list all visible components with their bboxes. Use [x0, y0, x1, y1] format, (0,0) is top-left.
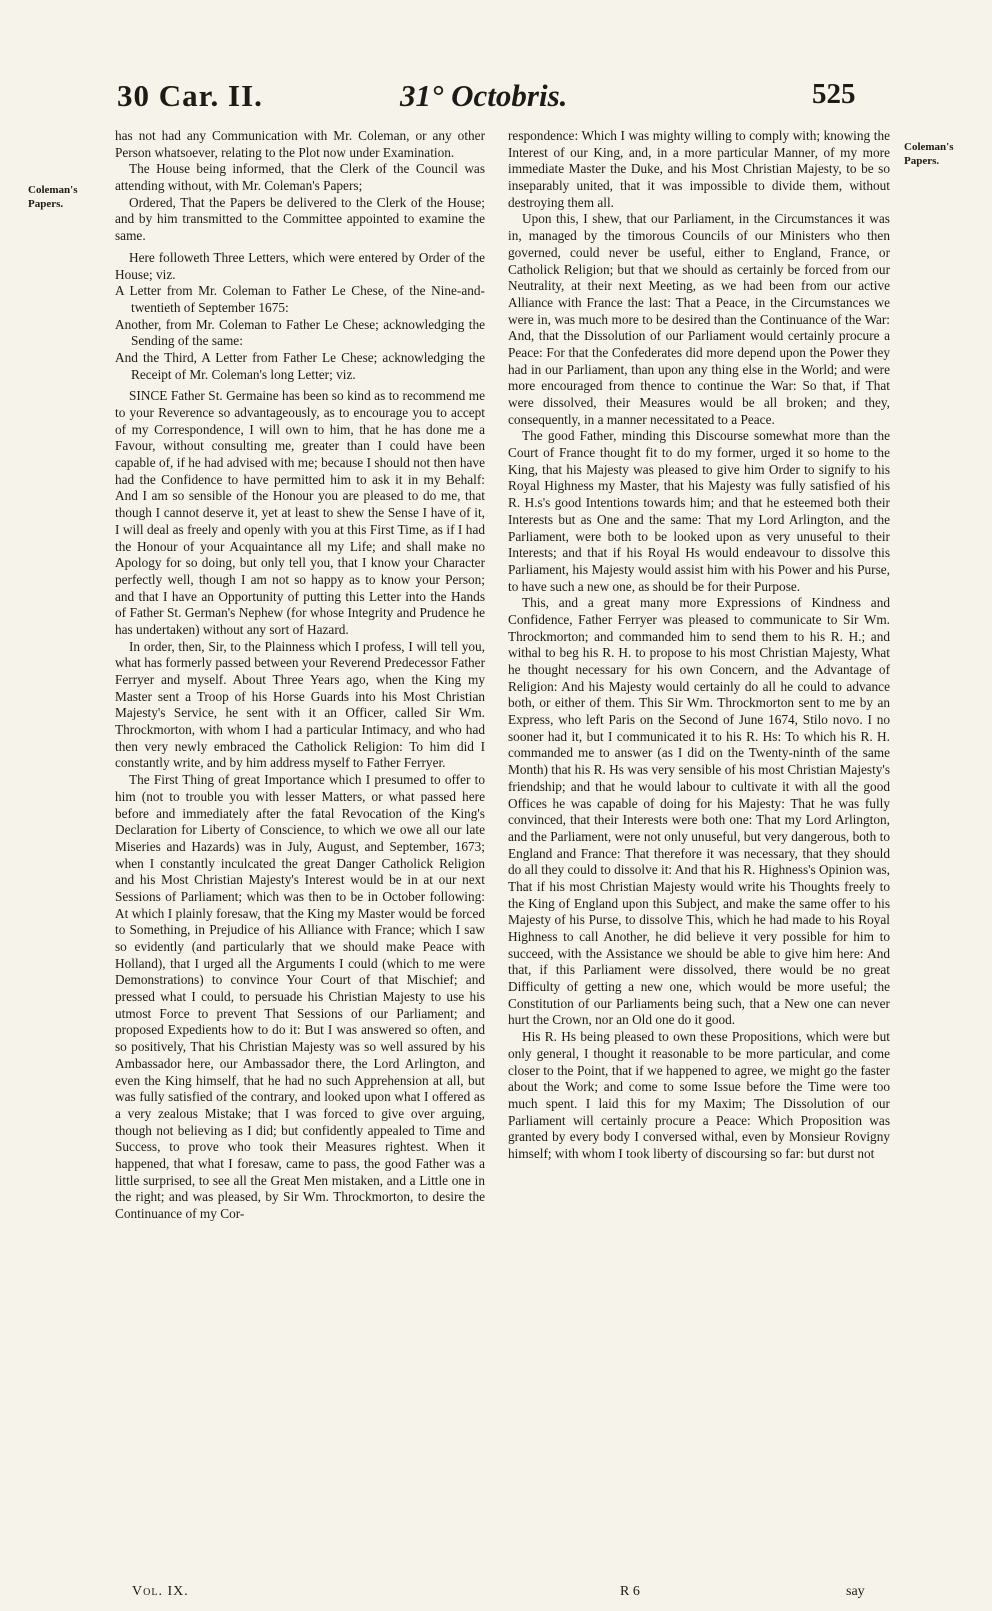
paragraph: His R. Hs being pleased to own these Propositions, which were but only general, I thought it reasonable to be more particular, and come closer to the Point, that if we happened to agree, we might go the faster about the Work; and come to some Issue before the Time were too much spent. I laid this for my Maxim; The Dissolution of our Parliament will certainly procure a Peace: Which Proposition was granted by every body I conversed withal, even by Monsieur Rovigny himself; with whom I took liberty of discoursing so far: but durst not — [508, 1029, 890, 1161]
volume-label: Vol. IX. — [132, 1584, 189, 1599]
order-paragraph: Ordered, That the Papers be delivered to the Clerk of the House; and by him transmitted to the Committee appointed to examine the same. — [115, 194, 485, 244]
paragraph: has not had any Communication with Mr. Coleman, or any other Person whatsoever, relating to the Plot now under Examination. — [115, 128, 485, 160]
letter-entry: Another, from Mr. Coleman to Father Le Chese; acknowledging the Sending of the same: — [115, 316, 485, 349]
paragraph: In order, then, Sir, to the Plainness which I profess, I will tell you, what has formerly passed between your Reverend Predecessor Father Ferryer and myself. About Three Years ago, when the King my Master sent a Troop of his Horse Guards into his Most Christian Majesty's Service, he sent with it an Officer, called Sir Wm. Throckmorton, with whom I had a particular Intimacy, and who had then very newly embraced the Catholick Religion: To him did I constantly write, and by him address myself to Father Ferryer. — [115, 638, 485, 771]
date-heading: 31° Octobris. — [400, 78, 568, 113]
signature-mark: R 6 — [620, 1584, 640, 1599]
paragraph: Here followeth Three Letters, which were entered by Order of the House; viz. — [115, 249, 485, 282]
paragraph: Upon this, I shew, that our Parliament, in the Circumstances it was in, managed by the timorous Councils of our Ministers who then governed, could never be useful, either to England, France, or Catholick Religion; but that we should as certainly be forced from our Neutrality, at their next Meeting, as we had been from our active Alliance with France the last: That a Peace, in the Circumstances we were in, was much more to be desired than the Continuance of the War: And, that the Dissolution of our Parliament would certainly procure a Peace: For that the Confederates did more depend upon the Power they had in our Parliament, than upon any thing else in the World; and were more encouraged from thence to continue the War: So that, if That were dissolved, their Measures would be all broken; and they, consequently, in a manner necessitated to a Peace. — [508, 211, 890, 427]
paragraph: The First Thing of great Importance which I presumed to offer to him (not to trouble you with lesser Matters, or what passed here before and immediately after the fatal Revocation of the King's Declaration for Liberty of Conscience, to which we owe all our late Miseries and Hazards) was in July, August, and September, 1673; when I constantly inculcated the great Danger Catholick Religion and his Most Christian Majesty's Interest would be in at our next Sessions of Parliament; which was then to be in October following: At which I plainly foresaw, that the King my Master would be forced to Something, in Prejudice of his Alliance with France; which I saw so evidently (and particularly that we should make Peace with Holland), that I urged all the Arguments I could (which to me were Demonstrations) to convince Your Court of that Mischief; and pressed what I could, to persuade his Christian Majesty to use his utmost Force to prevent That Sessions of our Parliament; and proposed Expedients how to do it: But I was answered so often, and so positively, That his Christian Majesty was so well assured by his Ambassador here, our Ambassador there, the Lord Arlington, and even the King himself, that he had no such Apprehension at all, but was fully satisfied of the contrary, and looked upon what I offered as a very zealous Mistake; that I was forced to give over arguing, though not believing as I did; but confidently appealed to Time and Success, to prove who took their Measures rightest. When it happened, that what I foresaw, came to pass, the good Father was a little surprised, to see all the Great Men mistaken, and a Little one in the right; and was pleased, by Sir Wm. Throckmorton, to desire the Continuance of my Cor- — [115, 772, 485, 1221]
page-footer — [0, 1584, 992, 1606]
right-column — [508, 128, 890, 1163]
margin-note-right: Coleman's Papers. — [904, 141, 954, 167]
paragraph: respondence: Which I was mighty willing to comply with; knowing the Interest of our King, and, in a more particular Manner, of my more immediate Master the Duke, and his Most Christian Majesty, to be so inseparably united, that it was impossible to divide them, without destroying them all. — [508, 128, 890, 210]
running-header — [0, 78, 992, 128]
paragraph: The good Father, minding this Discourse somewhat more than the Court of France thought fit to do my former, urged it so home to the King, that his Majesty was pleased to give him Order to signify to his Royal Highness my Master, that his Majesty was fully satisfied of his R. H.s's good Intentions towards him; and that he esteemed both their Interests but as One and the same: That my Lord Arlington, and the Parliament, were both to be looked upon as very unuseful to their Interests; and that if his Royal Hs would endeavour to dissolve this Parliament, his Majesty would assist him with his Power and his Purse, to have such a new one, as should be for their Purpose. — [508, 428, 890, 594]
page-number: 525 — [812, 78, 856, 110]
left-column — [115, 128, 485, 1223]
letter-entry: And the Third, A Letter from Father Le Chese; acknowledging the Receipt of Mr. Coleman's long Letter; viz. — [115, 349, 485, 382]
catchword: say — [846, 1584, 865, 1599]
paragraph: The House being informed, that the Clerk of the Council was attending without, with Mr. Coleman's Papers; — [115, 161, 485, 194]
margin-note-left: Coleman's Papers. — [28, 184, 78, 210]
letter-entry: A Letter from Mr. Coleman to Father Le Chese, of the Nine-and-twentieth of September 1675: — [115, 283, 485, 315]
letter-opening: SINCE Father St. Germaine has been so kind as to recommend me to your Reverence so advantageously, as to encourage you to accept of my Correspondence, I will own to him, that he has done me a Favour, without consulting me, greater than I could have been capable of, if he had advised with me; because I should not then have had the Confidence to have permitted him to ask it in my Behalf: And I am so sensible of the Honour you are pleased to do me, that though I cannot deserve it, yet at least to shew the Sense I have of it, I will deal as freely and openly with you at this First Time, as if I had the Honour of your Acquaintance all my Life; and shall make no Apology for so doing, but only tell you, that I know your Character perfectly well, though I am not so happy as to know your Person; and that I have an Opportunity of putting this Letter into the Hands of Father St. German's Nephew (for whose Integrity and Prudence he has undertaken) without any sort of Hazard. — [115, 388, 485, 637]
regnal-year: 30 Car. II. — [117, 78, 263, 113]
paragraph: This, and a great many more Expressions of Kindness and Confidence, Father Ferryer was pleased to communicate to Sir Wm. Throckmorton; and commanded him to send them to his R. H.; and withal to beg his R. H. to propose to his most Christian Majesty, What he thought necessary for his own Concern, and the Advantage of Religion: And his Majesty would certainly do all he could to advance both, or either of them. This Sir Wm. Throckmorton sent to me by an Express, who left Paris on the Second of June 1674, Stilo novo. I no sooner had it, but I communicated it to his R. Hs: To which his R. H. commanded me to answer (as I did on the Twenty-ninth of the same Month) that his R. Hs was very sensible of his most Christian Majesty's friendship; and that he would labour to cultivate it with all the good Offices he was capable of doing for his Majesty: That he was fully convinced, that their Interests were both one: That my Lord Arlington, and the Parliament, were not only unuseful, but very dangerous, both to England and France: That therefore it was necessary, that they should do all they could to dissolve it: And that his R. Highness's Opinion was, That if his most Christian Majesty would write his Thoughts freely to the King of England upon this Subject, and make the same offer to his Majesty of his Purse, to dissolve This, which he had made to his Royal Highness to call Another, he did believe it very possible for him to succeed, with the Assistance we should be able to give him here: And that, if this Parliament were dissolved, there would be no great Difficulty of getting a new one, which would be more useful; the Constitution of our Parliaments being such, that a New one can never hurt the Crown, nor an Old one do it good. — [508, 595, 890, 1028]
